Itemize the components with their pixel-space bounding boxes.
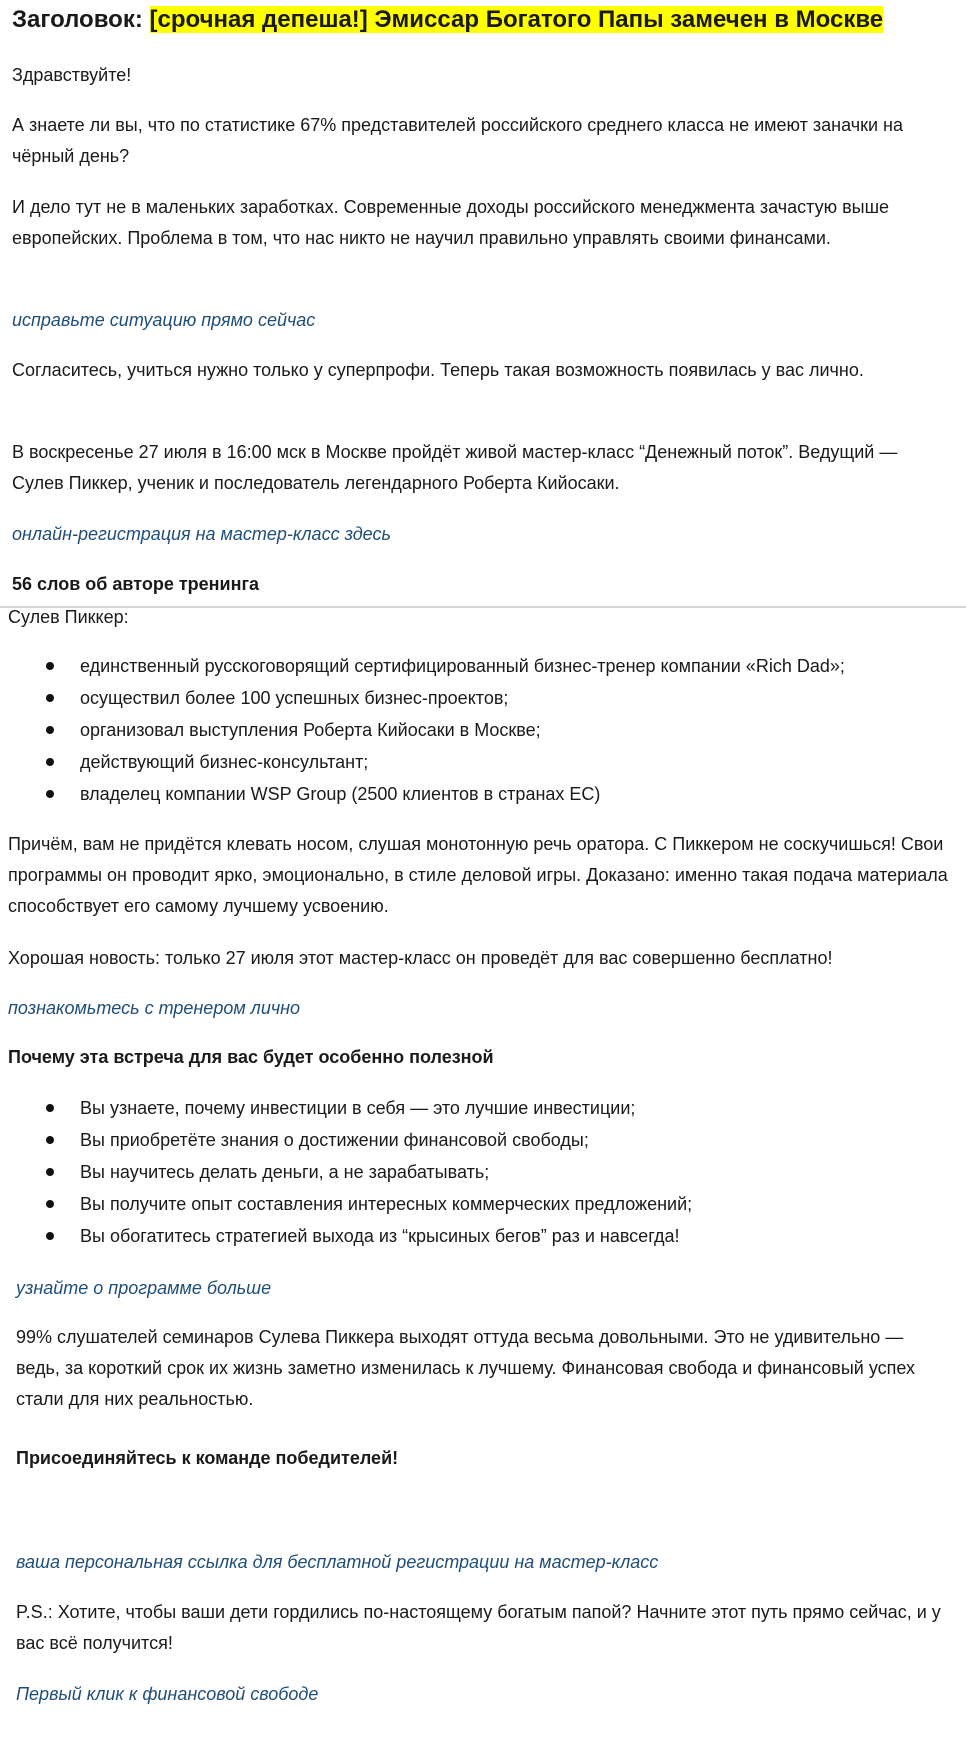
list-item: Вы научитесь делать деньги, а не зарабатывать; xyxy=(8,1156,692,1188)
author-facts-list xyxy=(8,650,845,810)
subject-label: Заголовок: xyxy=(12,6,143,33)
list-item: действующий бизнес-консультант; xyxy=(8,746,845,778)
list-item: Вы получите опыт составления интересных коммерческих предложений; xyxy=(8,1188,692,1220)
list-item: единственный русскоговорящий сертифицированный бизнес-тренер компании «Rich Dad»; xyxy=(8,650,845,682)
paragraph-style: Причём, вам не придётся клевать носом, слушая монотонную речь оратора. С Пиккером не соскучишься! Свои программы он проводит ярко, эмоционально, в стиле деловой игры. Доказано: именно такая подача материала способствует его самому лучшему усвоению. xyxy=(8,834,948,916)
list-item: владелец компании WSP Group (2500 клиентов в странах ЕС) xyxy=(8,778,845,810)
list-item: осуществил более 100 успешных бизнес-проектов; xyxy=(8,682,845,714)
join-heading: Присоединяйтесь к команде победителей! xyxy=(16,1448,399,1468)
paragraph-free: Хорошая новость: только 27 июля этот мастер-класс он проведёт для вас совершенно бесплатно! xyxy=(8,948,833,968)
paragraph-problem: И дело тут не в маленьких заработках. Современные доходы российского менеджмента зачастую выше европейских. Проблема в том, что нас никто не научил правильно управлять своими финансами. xyxy=(12,197,890,248)
divider-line xyxy=(0,606,966,608)
list-item: организовал выступления Роберта Кийосаки в Москве; xyxy=(8,714,845,746)
paragraph-statistics: А знаете ли вы, что по статистике 67% представителей российского среднего класса не имеют заначки на чёрный день? xyxy=(12,115,903,166)
list-item: Вы обогатитесь стратегией выхода из “крысиных бегов” раз и навсегда! xyxy=(8,1220,692,1252)
link-first-click[interactable]: Первый клик к финансовой свободе xyxy=(16,1684,319,1704)
subject-highlight: [срочная депеша!] Эмиссар Богатого Папы замечен в Москве xyxy=(149,6,884,33)
benefits-heading: Почему эта встреча для вас будет особенно полезной xyxy=(8,1047,494,1067)
list-item: Вы приобретёте знания о достижении финансовой свободы; xyxy=(8,1124,692,1156)
link-fix-situation[interactable]: исправьте ситуацию прямо сейчас xyxy=(12,310,316,330)
paragraph-ps: P.S.: Хотите, чтобы ваши дети гордились по-настоящему богатым папой? Начните этот путь прямо сейчас, и у вас всё получится! xyxy=(16,1602,941,1653)
link-personal-registration[interactable]: ваша персональная ссылка для бесплатной регистрации на мастер-класс xyxy=(16,1552,659,1572)
paragraph-results: 99% слушателей семинаров Сулева Пиккера выходят оттуда весьма довольными. Это не удивительно — ведь, за короткий срок их жизнь заметно изменилась к лучшему. Финансовая свобода и финансовый успех стали для них реальностью. xyxy=(16,1327,916,1409)
author-intro: Сулев Пиккер: xyxy=(8,607,129,627)
link-meet-trainer[interactable]: познакомьтесь с тренером лично xyxy=(8,998,301,1018)
email-subject xyxy=(12,6,883,34)
paragraph-superpro: Согласитесь, учиться нужно только у суперпрофи. Теперь такая возможность появилась у вас лично. xyxy=(12,360,864,380)
link-program-more[interactable]: узнайте о программе больше xyxy=(16,1278,272,1298)
link-online-registration[interactable]: онлайн-регистрация на мастер-класс здесь xyxy=(12,524,391,544)
paragraph-event: В воскресенье 27 июля в 16:00 мск в Москве пройдёт живой мастер-класс “Денежный поток”. Ведущий — Сулев Пиккер, ученик и последователь легендарного Роберта Кийосаки. xyxy=(12,442,898,493)
list-item: Вы узнаете, почему инвестиции в себя — это лучшие инвестиции; xyxy=(8,1092,692,1124)
author-heading: 56 слов об авторе тренинга xyxy=(12,574,259,594)
benefits-list xyxy=(8,1092,692,1252)
greeting: Здравствуйте! xyxy=(12,65,132,85)
